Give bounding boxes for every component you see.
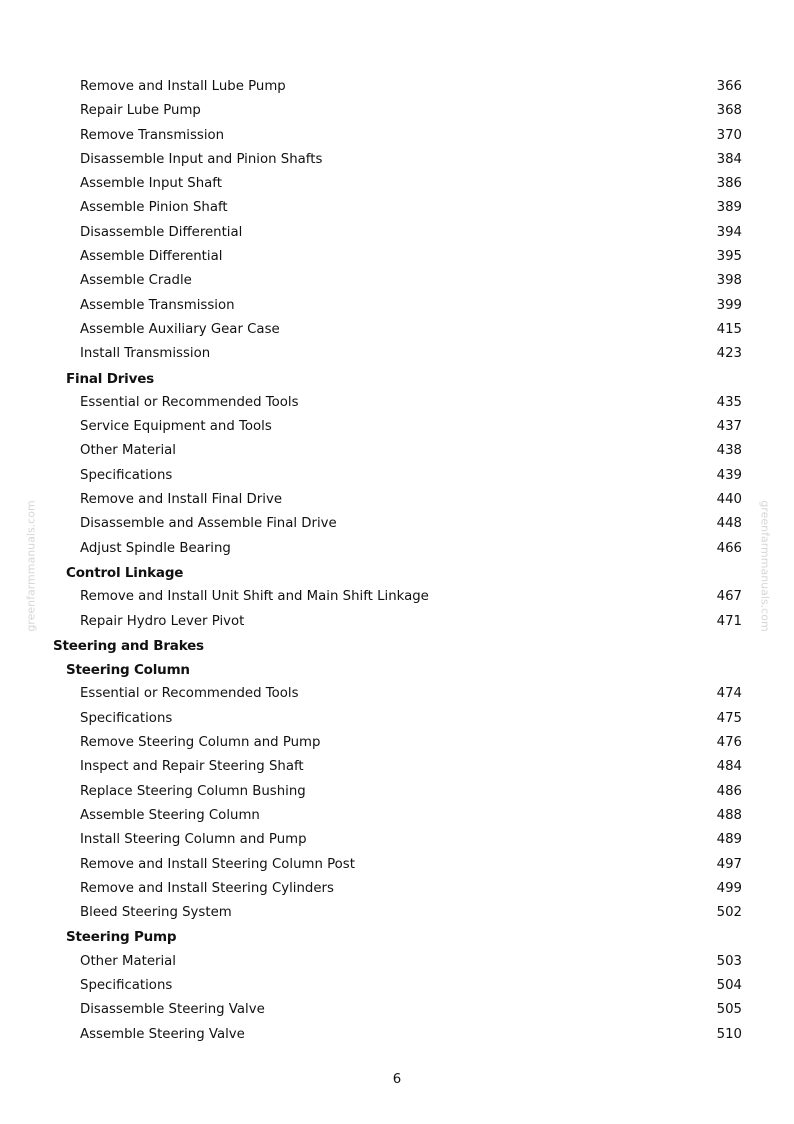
toc-entry[interactable] — [0, 682, 794, 706]
toc-entry-title: Repair Hydro Lever Pivot — [80, 613, 245, 629]
toc-entry[interactable] — [0, 269, 794, 293]
toc-entry-page: 435 — [716, 394, 742, 410]
toc-entry-title: Assemble Steering Column — [80, 807, 260, 823]
toc-entry-title: Assemble Differential — [80, 249, 223, 265]
toc-entry-title: Replace Steering Column Bushing — [80, 783, 306, 799]
toc-entry-title: Repair Lube Pump — [80, 103, 201, 119]
toc-entry-page: 497 — [716, 856, 742, 872]
toc-entry[interactable] — [0, 464, 794, 488]
toc-entry-title: Remove and Install Final Drive — [80, 492, 283, 508]
toc-entry-title: Steering Column — [66, 662, 190, 679]
toc-entry[interactable] — [0, 512, 794, 536]
toc-entry-title: Disassemble Differential — [80, 224, 243, 240]
toc-entry[interactable] — [0, 342, 794, 366]
toc-entry[interactable] — [0, 124, 794, 148]
toc-entry[interactable] — [0, 1023, 794, 1047]
toc-entry[interactable] — [0, 877, 794, 901]
toc-entry-title: Remove and Install Unit Shift and Main Shift Linkage — [80, 589, 429, 605]
toc-entry[interactable] — [0, 537, 794, 561]
toc-entry-title: Assemble Steering Valve — [80, 1026, 245, 1042]
toc-entry[interactable] — [0, 998, 794, 1022]
toc-entry-title: Remove and Install Steering Column Post — [80, 856, 355, 872]
toc-entry-page: 368 — [716, 103, 742, 119]
toc-entry-title: Assemble Transmission — [80, 297, 235, 313]
toc-entry-title: Adjust Spindle Bearing — [80, 540, 231, 556]
toc-entry-page: 474 — [716, 686, 742, 702]
toc-entry[interactable] — [0, 75, 794, 99]
toc-entry[interactable] — [0, 148, 794, 172]
toc-entry-page: 499 — [716, 880, 742, 896]
toc-entry-title: Assemble Auxiliary Gear Case — [80, 321, 280, 337]
toc-entry-page: 466 — [716, 540, 742, 556]
toc-entry-title: Other Material — [80, 443, 176, 459]
toc-entry-page: 370 — [716, 127, 742, 143]
toc-entry-title: Bleed Steering System — [80, 905, 232, 921]
toc-entry-title: Specifications — [80, 710, 173, 726]
toc-subsection-heading[interactable] — [0, 658, 794, 682]
toc-entry-title: Remove Transmission — [80, 127, 225, 143]
toc-section-heading[interactable] — [0, 634, 794, 658]
toc-entry-title: Essential or Recommended Tools — [80, 394, 299, 410]
toc-entry-page: 448 — [716, 516, 742, 532]
toc-entry[interactable] — [0, 950, 794, 974]
watermark-left: greenfarmmanuals.com — [24, 500, 38, 632]
toc-entry[interactable] — [0, 755, 794, 779]
toc-entry-page: 399 — [716, 297, 742, 313]
toc-entry-page: 476 — [716, 735, 742, 751]
toc-entry-page: 467 — [716, 589, 742, 605]
toc-entry-title: Disassemble Input and Pinion Shafts — [80, 151, 323, 167]
toc-entry-page: 384 — [716, 151, 742, 167]
toc-entry-title: Disassemble Steering Valve — [80, 1002, 265, 1018]
toc-entry[interactable] — [0, 731, 794, 755]
toc-subsection-heading[interactable] — [0, 925, 794, 949]
toc-entry[interactable] — [0, 294, 794, 318]
toc-entry-page: 510 — [716, 1026, 742, 1042]
toc-entry-page: 489 — [716, 832, 742, 848]
toc-entry[interactable] — [0, 391, 794, 415]
toc-entry-title: Install Transmission — [80, 346, 211, 362]
toc-entry-page: 503 — [716, 953, 742, 969]
toc-entry-page: 398 — [716, 273, 742, 289]
toc-entry-title: Control Linkage — [66, 564, 184, 581]
toc-entry[interactable] — [0, 804, 794, 828]
toc-entry-page: 502 — [716, 905, 742, 921]
toc-entry[interactable] — [0, 707, 794, 731]
toc-entry-page: 486 — [716, 783, 742, 799]
toc-entry-title: Steering Pump — [66, 929, 177, 946]
toc-entry[interactable] — [0, 488, 794, 512]
toc-entry-title: Remove and Install Lube Pump — [80, 79, 286, 94]
toc-entry-title: Assemble Pinion Shaft — [80, 200, 228, 216]
toc-entry[interactable] — [0, 245, 794, 269]
table-of-contents — [0, 75, 794, 1047]
toc-entry-title: Essential or Recommended Tools — [80, 686, 299, 702]
toc-entry[interactable] — [0, 974, 794, 998]
toc-entry-title: Specifications — [80, 467, 173, 483]
toc-entry-page: 505 — [716, 1002, 742, 1018]
toc-entry[interactable] — [0, 172, 794, 196]
toc-entry-page: 471 — [716, 613, 742, 629]
toc-entry-page: 504 — [716, 977, 742, 993]
toc-entry-page: 389 — [716, 200, 742, 216]
toc-entry-title: Final Drives — [66, 370, 154, 387]
toc-subsection-heading[interactable] — [0, 367, 794, 391]
toc-entry-page: 438 — [716, 443, 742, 459]
toc-subsection-heading[interactable] — [0, 561, 794, 585]
toc-entry[interactable] — [0, 780, 794, 804]
toc-entry-title: Remove Steering Column and Pump — [80, 735, 321, 751]
toc-entry[interactable] — [0, 439, 794, 463]
toc-entry-title: Service Equipment and Tools — [80, 419, 272, 435]
toc-entry-title: Steering and Brakes — [53, 637, 204, 654]
toc-entry-page: 394 — [716, 224, 742, 240]
toc-entry-page: 484 — [716, 759, 742, 775]
toc-entry[interactable] — [0, 99, 794, 123]
toc-entry-page: 386 — [716, 176, 742, 192]
toc-entry-page: 439 — [716, 467, 742, 483]
toc-entry[interactable] — [0, 585, 794, 609]
toc-entry[interactable] — [0, 610, 794, 634]
toc-entry-title: Disassemble and Assemble Final Drive — [80, 516, 337, 532]
toc-entry-page: 395 — [716, 249, 742, 265]
toc-entry-page: 440 — [716, 492, 742, 508]
toc-entry-title: Inspect and Repair Steering Shaft — [80, 759, 304, 775]
toc-entry-page: 423 — [716, 346, 742, 362]
toc-entry-title: Assemble Input Shaft — [80, 176, 222, 192]
toc-entry-page: 415 — [716, 321, 742, 337]
toc-entry-page: 488 — [716, 807, 742, 823]
toc-entry-title: Assemble Cradle — [80, 273, 192, 289]
toc-entry[interactable] — [0, 196, 794, 220]
toc-entry[interactable] — [0, 853, 794, 877]
toc-entry-page: 475 — [716, 710, 742, 726]
toc-entry-title: Install Steering Column and Pump — [80, 832, 307, 848]
page-number: 6 — [392, 1072, 402, 1087]
toc-entry[interactable] — [0, 318, 794, 342]
watermark-right: greenfarmmanuals.com — [758, 500, 772, 632]
toc-entry[interactable] — [0, 415, 794, 439]
toc-entry-title: Other Material — [80, 953, 176, 969]
toc-entry[interactable] — [0, 901, 794, 925]
toc-entry-page: 366 — [716, 79, 742, 94]
toc-entry-title: Specifications — [80, 977, 173, 993]
toc-entry-title: Remove and Install Steering Cylinders — [80, 880, 334, 896]
toc-entry-page: 437 — [716, 419, 742, 435]
toc-entry[interactable] — [0, 221, 794, 245]
toc-entry[interactable] — [0, 828, 794, 852]
